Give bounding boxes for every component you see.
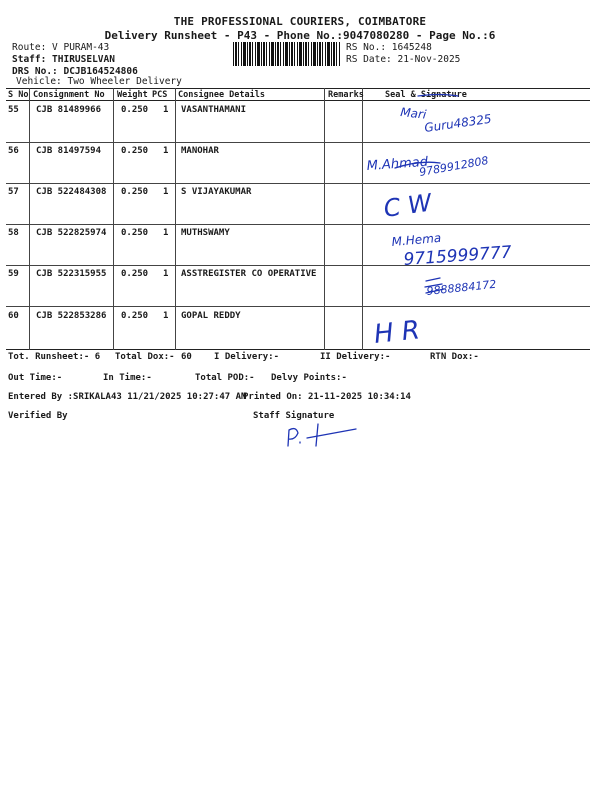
- row-weight: 0.250: [121, 228, 149, 238]
- company-title: THE PROFESSIONAL COURIERS, COIMBATORE: [173, 15, 427, 28]
- row-consignment-no: CJB 81489966: [36, 105, 102, 115]
- total-runsheet: Tot. Runsheet:- 6: [8, 352, 101, 362]
- entered-by: Entered By :SRIKALA43 11/21/2025 10:27:47 AM: [8, 392, 247, 402]
- signature-text: Mari: [399, 105, 427, 122]
- row-pcs: 1: [163, 311, 169, 321]
- runsheet-subtitle: Delivery Runsheet - P43 - Phone No.:9047080280 - Page No.:6: [104, 29, 496, 42]
- row-consignment-no: CJB 522825974: [36, 228, 107, 238]
- row-weight: 0.250: [121, 311, 149, 321]
- row-consignment-no: CJB 522484308: [36, 187, 107, 197]
- row-pcs: 1: [163, 269, 169, 279]
- drs-number: DRS No.: DCJB164524806: [12, 66, 138, 77]
- rs-date: RS Date: 21-Nov-2025: [346, 54, 461, 65]
- row-consignee: ASSTREGISTER CO OPERATIVE: [181, 269, 317, 279]
- rtn-dox: RTN Dox:-: [430, 352, 479, 362]
- row-weight: 0.250: [121, 187, 149, 197]
- row-consignee: MUTHSWAMY: [181, 228, 230, 238]
- i-delivery: I Delivery:-: [214, 352, 280, 362]
- row-sno: 57: [8, 187, 19, 197]
- total-pod: Total POD:-: [195, 373, 255, 383]
- col-header-seal-signature: Seal & Signature: [385, 90, 467, 100]
- signature-stroke: [418, 95, 458, 97]
- staff-signature-stroke: [307, 429, 356, 438]
- row-sno: 59: [8, 269, 19, 279]
- total-dox-value: 60: [181, 352, 192, 362]
- row-pcs: 1: [163, 187, 169, 197]
- row-sno: 60: [8, 311, 19, 321]
- signature-text: 9888884172: [425, 277, 497, 298]
- staff-signature-stroke: [288, 429, 298, 446]
- delvy-points: Delvy Points:-: [271, 373, 347, 383]
- row-consignee: S VIJAYAKUMAR: [181, 187, 252, 197]
- in-time: In Time:-: [103, 373, 152, 383]
- signature-text: H R: [372, 315, 422, 350]
- row-sno: 55: [8, 105, 19, 115]
- out-time: Out Time:-: [8, 373, 63, 383]
- total-dox-label: Total Dox:-: [115, 352, 175, 362]
- row-pcs: 1: [163, 228, 169, 238]
- signature-text: 9715999777: [402, 242, 513, 270]
- col-header-remarks: Remarks: [328, 90, 364, 100]
- row-sno: 58: [8, 228, 19, 238]
- row-consignee: MANOHAR: [181, 146, 219, 156]
- row-weight: 0.250: [121, 146, 149, 156]
- row-weight: 0.250: [121, 105, 149, 115]
- col-header-pcs: PCS: [152, 90, 168, 100]
- staff-signature-label: Staff Signature: [253, 411, 335, 421]
- col-header-weight: Weight: [117, 90, 148, 100]
- row-sno: 56: [8, 146, 19, 156]
- signature-text: Guru48325: [423, 111, 493, 135]
- row-weight: 0.250: [121, 269, 149, 279]
- rs-number: RS No.: 1645248: [346, 42, 432, 53]
- row-consignee: GOPAL REDDY: [181, 311, 241, 321]
- row-pcs: 1: [163, 105, 169, 115]
- signature-text: M.Hema: [391, 230, 442, 249]
- row-consignment-no: CJB 522853286: [36, 311, 107, 321]
- route-label: Route: V PURAM-43: [12, 42, 110, 53]
- ii-delivery: II Delivery:-: [320, 352, 391, 362]
- printed-on: Printed On: 21-11-2025 10:34:14: [243, 392, 411, 402]
- col-header-consignment: Consignment No: [33, 90, 105, 100]
- vehicle-label: Vehicle: Two Wheeler Delivery: [16, 76, 182, 87]
- col-header-consignee: Consignee Details: [178, 90, 265, 100]
- staff-label: Staff: THIRUSELVAN: [12, 54, 115, 65]
- signature-text: M.Ahmad: [366, 154, 429, 174]
- col-header-sno: S No: [8, 90, 29, 100]
- verified-by: Verified By: [8, 411, 68, 421]
- signature-text: C W: [381, 188, 434, 223]
- signature-text: 9789912808: [418, 153, 490, 179]
- row-consignee: VASANTHAMANI: [181, 105, 247, 115]
- row-consignment-no: CJB 522315955: [36, 269, 107, 279]
- row-consignment-no: CJB 81497594: [36, 146, 102, 156]
- staff-signature-stroke: [316, 424, 318, 446]
- row-pcs: 1: [163, 146, 169, 156]
